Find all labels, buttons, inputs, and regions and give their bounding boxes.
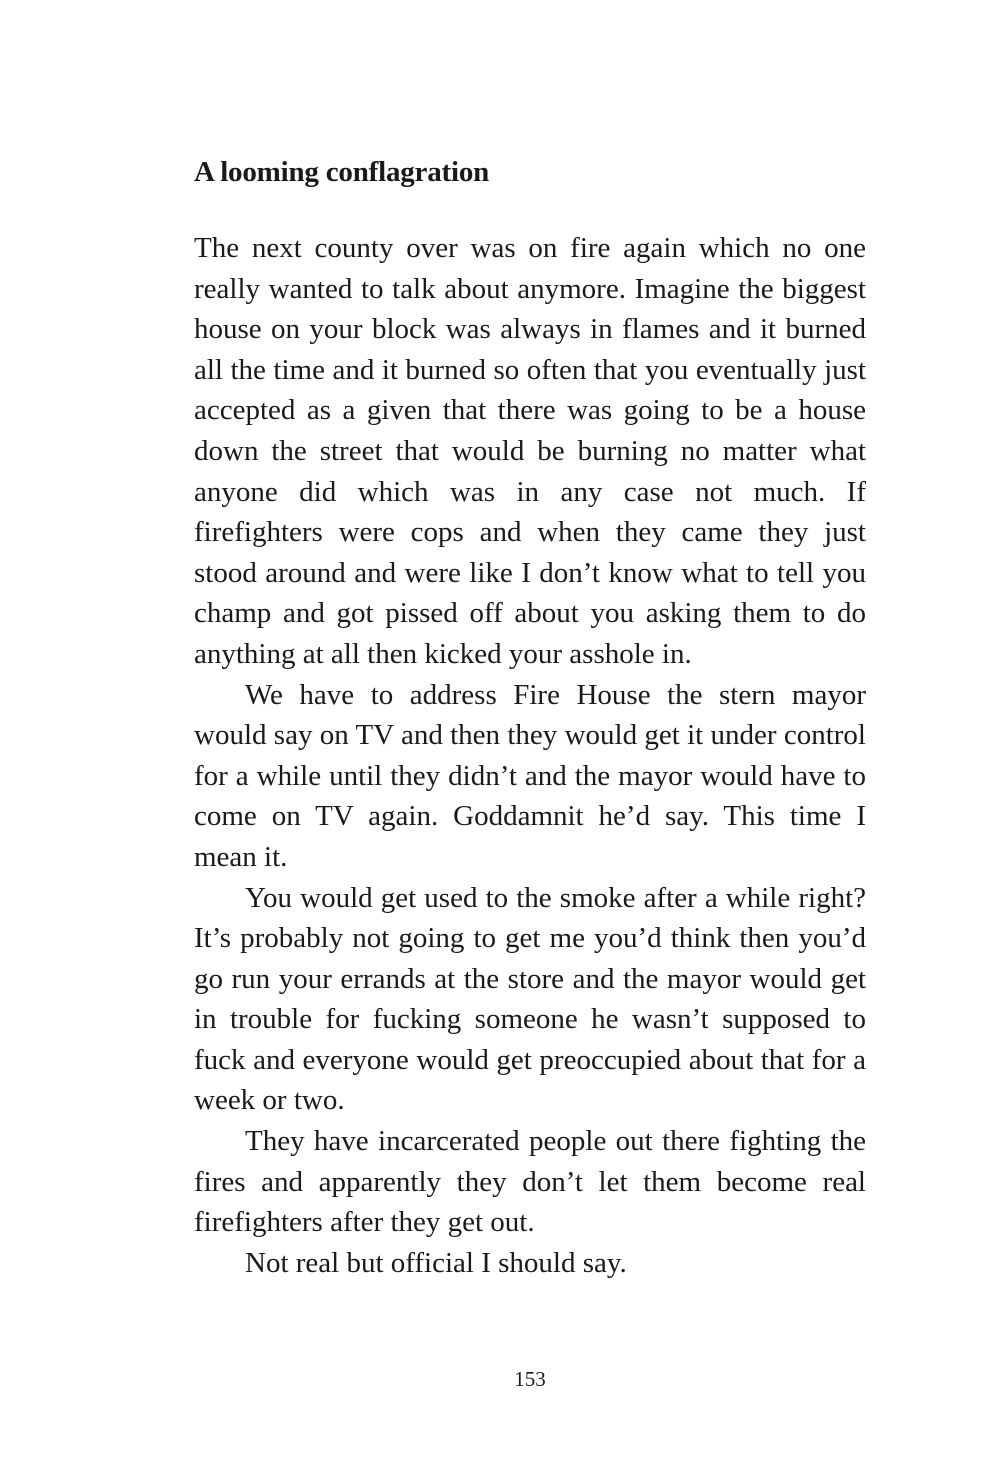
section-heading: A looming conflagration — [194, 156, 490, 188]
body-text — [194, 228, 866, 1283]
paragraph-2: We have to address Fire House the stern mayor would say on TV and then they would get it under control for a while until they didn’t and the mayor would have to come on TV again. Goddamnit he’d say. This time I mean it. — [194, 678, 866, 873]
page-number: 153 — [514, 1367, 546, 1391]
paragraph-5: Not real but official I should say. — [245, 1246, 627, 1279]
paragraph-4: They have incarcerated people out there fighting the fires and apparently they don’t let them become real firefighters after they get out. — [194, 1125, 866, 1239]
paragraph-1: The next county over was on fire again which no one really wanted to talk about anymore. Imagine the biggest house on your block was always in flames and it burned all the time and it burned so often that you eventually just accepted as a given that there was going to be a house down the street that would be burning no matter what anyone did which was in any case not much. If firefighters were cops and when they came they just stood around and were like I don’t know what to tell you champ and got pissed off about you asking them to do anything at all then kicked your asshole in. — [194, 232, 866, 670]
paragraph-3: You would get used to the smoke after a while right? It’s probably not going to get me you’d think then you’d go run your errands at the store and the mayor would get in trouble for fucking someone he wasn’t supposed to fuck and everyone would get preoccupied about that for a week or two. — [194, 881, 866, 1117]
